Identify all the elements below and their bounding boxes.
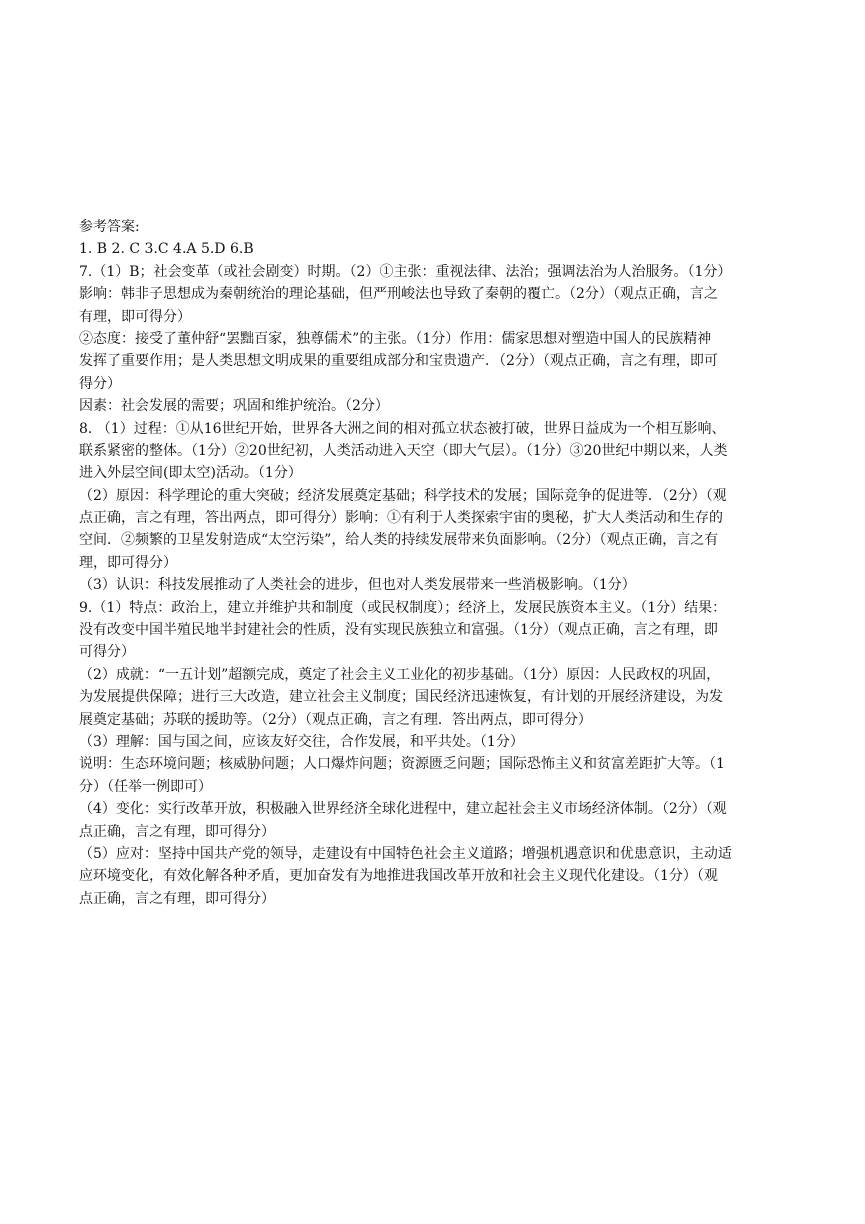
answer-line: 点正确，言之有理，答出两点，即可得分）影响：①有利于人类探索宇宙的奥秘，扩大人类活动和生存的: [79, 510, 723, 527]
answer-line: 发挥了重要作用；是人类思想文明成果的重要组成部分和宝贵遗产．（2分）（观点正确，言之有理，即可: [79, 353, 718, 370]
answer-line: 理，即可得分）: [79, 554, 177, 571]
answer-line: 没有改变中国半殖民地半封建社会的性质，没有实现民族独立和富强。（1分）（观点正确，言之有理，即: [79, 622, 718, 639]
answer-line: （2）成就：“一五计划”超额完成，奠定了社会主义工业化的初步基础。（1分）原因：人民政权的巩固，: [79, 666, 721, 683]
answer-line: 点正确，言之有理，即可得分）: [79, 890, 275, 907]
answer-line: 展奠定基础；苏联的援助等。（2分）（观点正确，言之有理．答出两点，即可得分）: [79, 711, 592, 728]
answer-heading: 参考答案:: [79, 219, 140, 235]
answer-line: 得分）: [79, 375, 121, 392]
answer-line: 分）（任举一例即可）: [79, 778, 212, 795]
answer-line: 影响：韩非子思想成为秦朝统治的理论基础，但严刑峻法也导致了秦朝的覆亡。（2分）（观点正确，言之: [79, 286, 718, 303]
answer-line: 可得分）: [79, 644, 135, 661]
answer-line: 空间．②频繁的卫星发射造成“太空污染”，给人类的持续发展带来负面影响。（2分）（观点正确，言之有: [79, 532, 719, 549]
answer-line: （4）变化：实行改革开放，积极融入世界经济全球化进程中，建立起社会主义市场经济体制。（2分）（观: [79, 801, 727, 818]
answer-line: （3）认识：科技发展推动了人类社会的进步，但也对人类发展带来一些消极影响。（1分）: [79, 577, 636, 594]
answer-line: 进入外层空间(即太空)活动。（1分）: [79, 465, 302, 482]
answer-line: ②态度：接受了董仲舒“罢黜百家，独尊儒术”的主张。（1分）作用：儒家思想对塑造中国人的民族精神: [79, 330, 712, 347]
answer-line: 为发展提供保障；进行三大改造，建立社会主义制度；国民经济迅速恢复，有计划的开展经济建设，为发: [79, 689, 723, 706]
answer-line: 说明：生态环境问题；核威胁问题；人口爆炸问题；资源匮乏问题；国际恐怖主义和贫富差距扩大等。（1: [79, 756, 725, 773]
answer-key: [79, 216, 791, 910]
answer-line: 9.（1）特点：政治上，建立并维护共和制度（或民权制度）；经济上，发展民族资本主义。（1分）结果：: [79, 599, 727, 616]
answer-line: 因素：社会发展的需要；巩固和维护统治。（2分）: [79, 398, 389, 415]
answer-line: （2）原因：科学理论的重大突破；经济发展奠定基础；科学技术的发展；国际竞争的促进等．（2分）（观: [79, 487, 727, 504]
answer-line: 1. B 2. C 3.C 4.A 5.D 6.B: [79, 241, 254, 258]
answer-line: 点正确，言之有理，即可得分）: [79, 823, 275, 840]
answer-line: 7.（1）B；社会变革（或社会剧变）时期。（2）①主张：重视法律、法治；强调法治为人治服务。（1分）: [79, 263, 732, 280]
answer-line: 应环境变化，有效化解各种矛盾，更加奋发有为地推进我国改革开放和社会主义现代化建设。（1分）（观: [79, 868, 718, 885]
answer-line: （5）应对：坚持中国共产党的领导，走建设有中国特色社会主义道路；增强机遇意识和优患意识，主动适: [79, 845, 732, 862]
answer-line: （3）理解：国与国之间，应该友好交往，合作发展，和平共处。（1分）: [79, 733, 524, 750]
answer-line: 联系紧密的整体。（1分）②20世纪初，人类活动进入天空（即大气层）。（1分）③20世纪中期以来，人类: [79, 442, 728, 459]
answer-line: 有理，即可得分）: [79, 308, 191, 325]
answer-line: 8. （1）过程：①从16世纪开始，世界各大洲之间的相对孤立状态被打破，世界日益成为一个相互影响、: [79, 420, 726, 437]
